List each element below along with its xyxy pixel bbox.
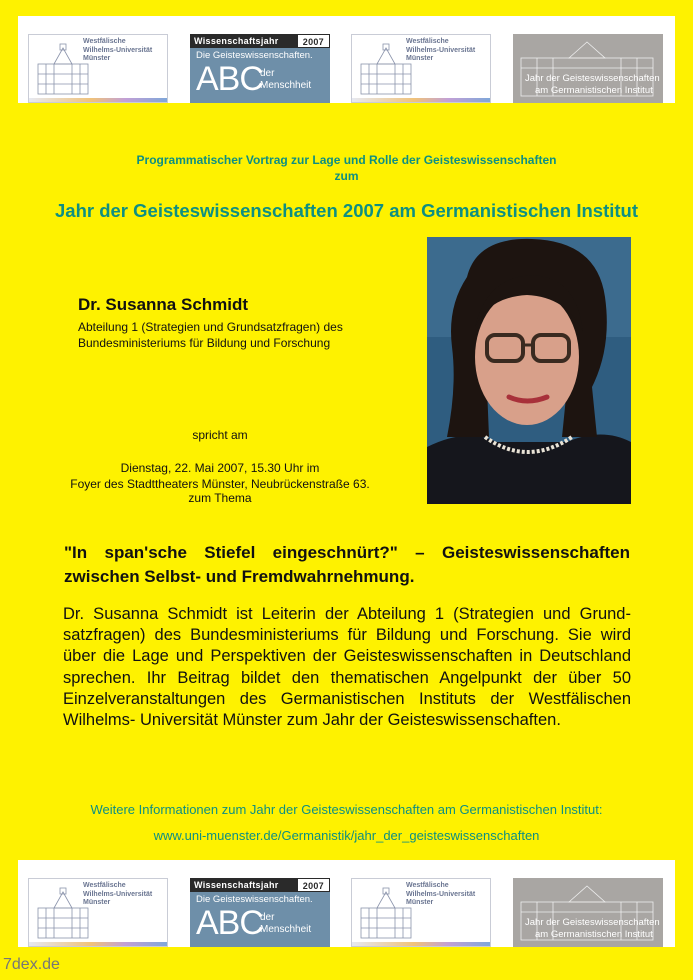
intro-zum: zum [334,169,359,183]
institute-logo [513,878,663,947]
event-title: Jahr der Geisteswissenschaften 2007 am Germanistischen Institut [55,200,638,221]
event-topic-label: zum Thema [188,491,252,505]
wwu-logo [351,34,491,103]
description-paragraph: Dr. Susanna Schmidt ist Leiterin der Abteilung 1 (Strategien und Grundsatzfragen) des Bundesministeriums für Bildung und Forschung. Sie wird über die Lage und Perspektiven der Geisteswissenschaften in Deutschland sprechen. Ihr Beitrag bildet den thematischen Angelpunkt der über 50 Einzelveranstaltungen des Germanistischen Instituts der Westfälischen Wilhelms- Universität Münster zum Jahr der Geisteswissenschaften. [63,605,631,730]
speaker-portrait [427,237,631,504]
wwu-logo [28,878,168,947]
institute-logo [513,34,663,103]
top-logo-banner [18,16,675,103]
intro-line: Programmatischer Vortrag zur Lage und Rolle der Geisteswissenschaften [136,153,557,167]
logo-color-stripe [29,98,167,102]
institute-logo-line2: am Germanistischen Institut [535,85,653,96]
event-date: Dienstag, 22. Mai 2007, 15.30 Uhr im [120,461,320,475]
wwu-logo-text: Westfälische Wilhelms-Universität Münster [83,882,153,906]
wwu-logo-text: Westfälische Wilhelms-Universität Münster [406,38,476,62]
abc-logo: Wissenschaftsjahr 2007 Die Geisteswissenschaften. ABC der Menschheit [190,878,330,947]
event-place: Foyer des Stadttheaters Münster, Neubrückenstraße 63. [70,477,370,491]
info-url-link[interactable]: www.uni-muenster.de/Germanistik/jahr_der_geisteswissenschaften [153,828,540,843]
bottom-logo-banner [18,860,675,947]
abc-logo: Wissenschaftsjahr 2007 Die Geisteswissenschaften. ABC der Menschheit [190,34,330,103]
lecture-topic: "In span'sche Stiefel eingeschnürt?" – Geisteswissenschaften zwischen Selbst- und Fremdwahrnehmung. [64,543,630,586]
logo-color-stripe [352,942,490,946]
speaker-affiliation: Abteilung 1 (Strategien und Grundsatzfragen) des Bundesministeriums für Bildung und Forschung [78,320,343,350]
institute-logo-line1: Jahr der Geisteswissenschaften [525,917,660,928]
wwu-logo [351,878,491,947]
speaker-name: Dr. Susanna Schmidt [78,295,249,314]
logo-color-stripe [29,942,167,946]
institute-logo-line2: am Germanistischen Institut [535,929,653,940]
watermark: 7dex.de [3,956,60,973]
wwu-logo-text: Westfälische Wilhelms-Universität Münster [406,882,476,906]
wwu-logo-text: Westfälische Wilhelms-Universität Münster [83,38,153,62]
info-line: Weitere Informationen zum Jahr der Geisteswissenschaften am Germanistischen Institut: [90,802,603,817]
logo-color-stripe [352,98,490,102]
wwu-logo [28,34,168,103]
speaks-text: spricht am [192,428,248,442]
institute-logo-line1: Jahr der Geisteswissenschaften [525,73,660,84]
